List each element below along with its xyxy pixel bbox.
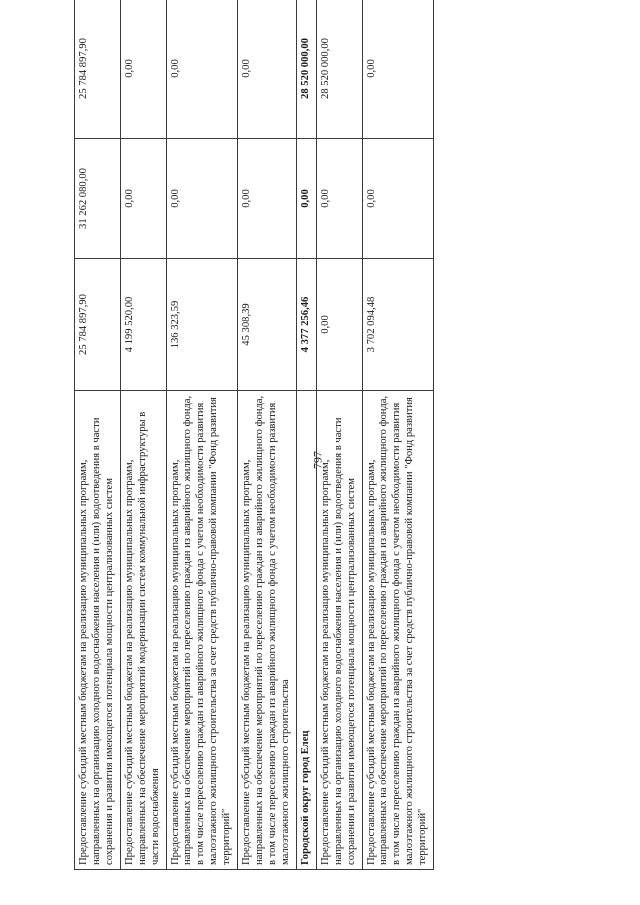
row-description: Предоставление субсидий местным бюджетам на реализацию муниципальных программ, направленных на обеспечение мероприятий по переселению граждан из аварийного жилищного фонда, в том числе переселению граждан из аварийного жилищного фонда с учетом необходимости развития малоэтажного жилищного строительства за счет средств публично-правовой компании "Фонд развития территорий" [166, 391, 238, 870]
budget-table-body [75, 0, 434, 870]
row-amount-1: 25 784 897,90 [75, 259, 121, 391]
row-amount-1: 0,00 [316, 259, 362, 391]
table-row [362, 0, 434, 870]
row-amount-2: 0,00 [166, 139, 238, 259]
page-number: 797 [310, 451, 325, 469]
row-amount-3: 0,00 [166, 0, 238, 139]
row-amount-1: 45 308,39 [238, 259, 297, 391]
row-amount-2: 0,00 [120, 139, 166, 259]
table-row [316, 0, 362, 870]
row-amount-2: 0,00 [238, 139, 297, 259]
row-amount-3: 0,00 [238, 0, 297, 139]
table-row-total [296, 0, 316, 870]
row-amount-1: 136 323,59 [166, 259, 238, 391]
row-description: Предоставление субсидий местным бюджетам на реализацию муниципальных программ, направленных на организацию холодного водоснабжения населения и (или) водоотведения в части сохранения и развития имеющегося потенциала мощности централизованных систем [316, 391, 362, 870]
table-row [75, 0, 121, 870]
row-description: Предоставление субсидий местным бюджетам на реализацию муниципальных программ, направленных на обеспечение мероприятий по переселению граждан из аварийного жилищного фонда, в том числе переселению граждан из аварийного жилищного фонда с учетом необходимости развития малоэтажного жилищного строительства за счет средств публично-правовой компании "Фонд развития территорий" [362, 391, 434, 870]
row-amount-1: 4 199 520,00 [120, 259, 166, 391]
row-description: Предоставление субсидий местным бюджетам на реализацию муниципальных программ, направленных на обеспечение мероприятий модернизации систем коммунальной инфраструктуры в части водоснабжения [120, 391, 166, 870]
row-amount-3: 28 520 000,00 [296, 0, 316, 139]
row-amount-1: 4 377 256,46 [296, 259, 316, 391]
document-sheet [74, 35, 429, 870]
row-amount-2: 0,00 [362, 139, 434, 259]
row-description: Предоставление субсидий местным бюджетам на реализацию муниципальных программ, направленных на организацию холодного водоснабжения населения и (или) водоотведения в части сохранения и развития имеющегося потенциала мощности централизованных систем [75, 391, 121, 870]
row-amount-2: 0,00 [316, 139, 362, 259]
row-description: Предоставление субсидий местным бюджетам на реализацию муниципальных программ, направленных на обеспечение мероприятий по переселению граждан из аварийного жилищного фонда, в том числе переселению граждан из аварийного жилищного фонда с учетом необходимости развития малоэтажного жилищного строительства [238, 391, 297, 870]
table-row [166, 0, 238, 870]
row-amount-2: 31 262 080,00 [75, 139, 121, 259]
row-amount-3: 0,00 [362, 0, 434, 139]
row-description: Городской округ город Елец [296, 391, 316, 870]
table-row [120, 0, 166, 870]
row-amount-3: 28 520 000,00 [316, 0, 362, 139]
row-amount-1: 3 702 094,48 [362, 259, 434, 391]
row-amount-3: 25 784 897,90 [75, 0, 121, 139]
table-row [238, 0, 297, 870]
row-amount-3: 0,00 [120, 0, 166, 139]
budget-table [74, 0, 434, 870]
row-amount-2: 0,00 [296, 139, 316, 259]
